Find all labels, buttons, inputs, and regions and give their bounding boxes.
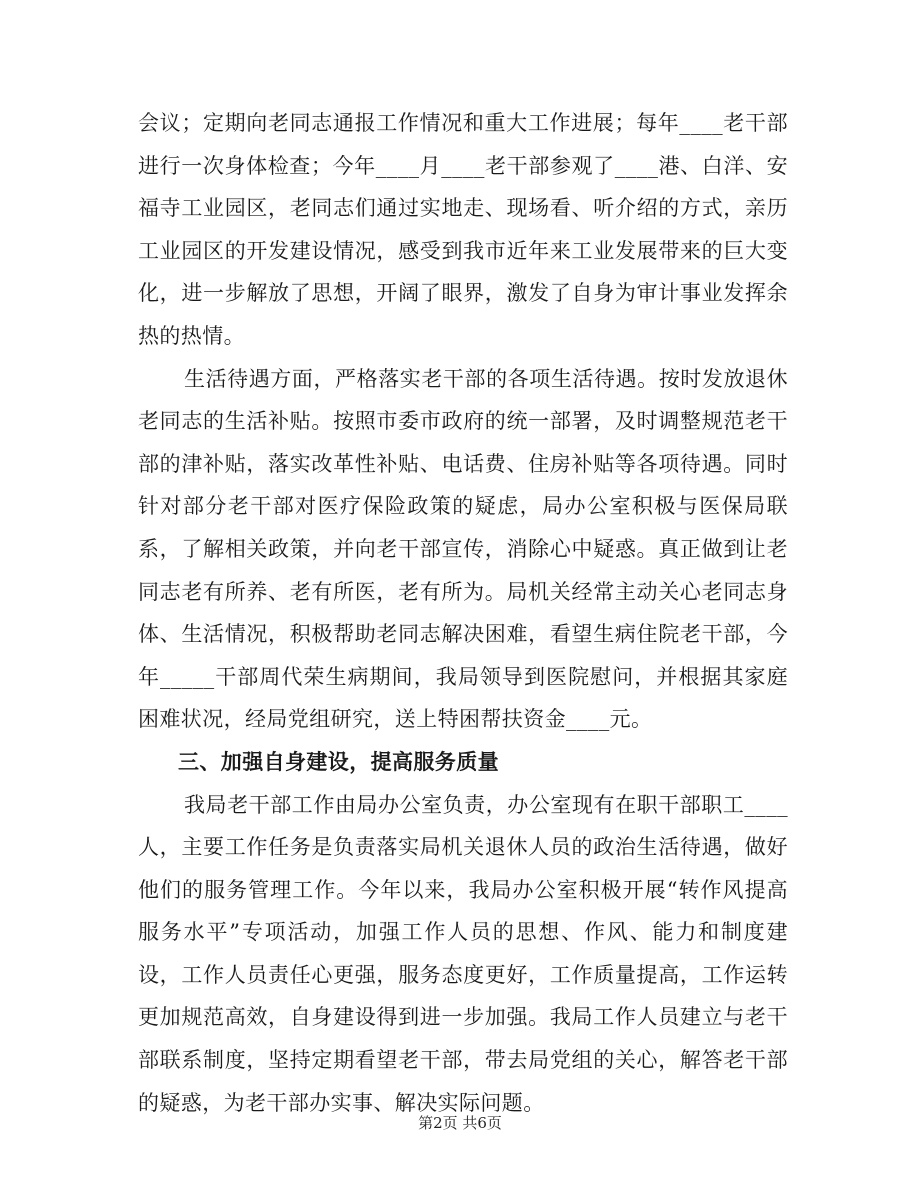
paragraph-living-benefits: 生活待遇方面，严格落实老干部的各项生活待遇。按时发放退休老同志的生活补贴。按照市委市政府的统一部署，及时调整规范老干部的津补贴，落实改革性补贴、电话费、住房补贴等各项待遇。同时针对部分老干部对医疗保险政策的疑虑，局办公室积极与医保局联系，了解相关政策，并向老干部宣传，消除心中疑惑。真正做到让老同志老有所养、老有所医，老有所为。局机关经常主动关心老同志身体、生活情况，积极帮助老同志解决困难，看望生病住院老干部，今年_____干部周代荣生病期间，我局领导到医院慰问，并根据其家庭困难状况，经局党组研究，送上特困帮扶资金____元。 bbox=[138, 366, 788, 732]
section-heading: 三、加强自身建设，提高服务质量 bbox=[178, 748, 499, 774]
paragraph-meetings-and-visits: 会议；定期向老同志通报工作情况和重大工作进展；每年____老干部进行一次身体检查；今年____月____老干部参观了____港、白洋、安福寺工业园区，老同志们通过实地走、现场看、听介绍的方式，亲历工业园区的开发建设情况，感受到我市近年来工业发展带来的巨大变化，进一步解放了思想，开阔了眼界，激发了自身为审计事业发挥余热的热情。 bbox=[138, 111, 788, 348]
paragraph-self-construction: 我局老干部工作由局办公室负责，办公室现有在职干部职工____人，主要工作任务是负责落实局机关退休人员的政治生活待遇，做好他们的服务管理工作。今年以来，我局办公室积极开展“转作风提高服务水平”专项活动，加强工作人员的思想、作风、能力和制度建设，工作人员责任心更强，服务态度更好，工作质量提高，工作运转更加规范高效，自身建设得到进一步加强。我局工作人员建立与老干部联系制度，坚持定期看望老干部，带去局党组的关心，解答老干部的疑惑，为老干部办实事、解决实际问题。 bbox=[138, 792, 788, 1115]
page-number-footer: 第2页 共6页 bbox=[418, 1114, 502, 1132]
document-body bbox=[138, 102, 788, 1124]
